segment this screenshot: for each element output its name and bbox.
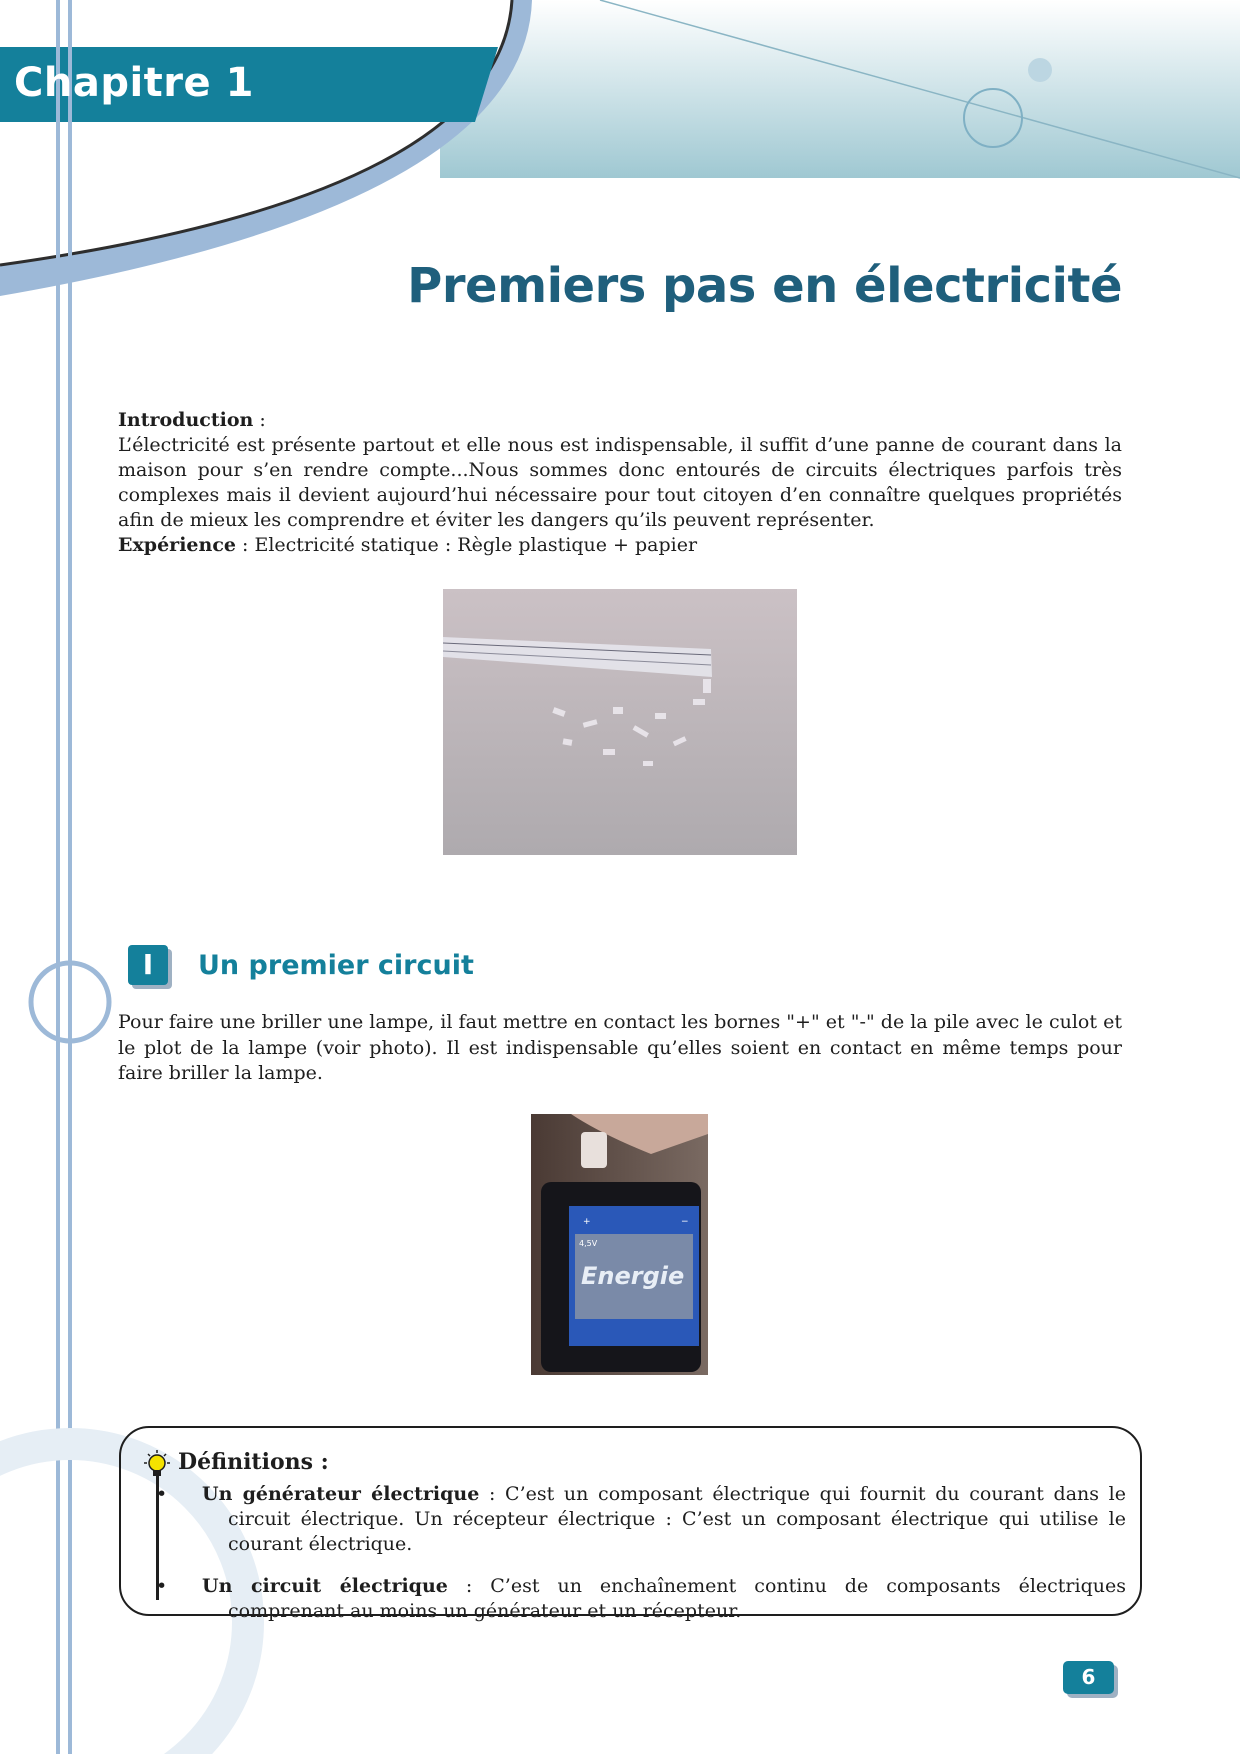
bulb-shape [581,1132,607,1168]
ruler-photo [443,589,797,855]
header-gradient-band [440,0,1240,178]
definition-text: : C’est un enchaînement continu de composants électriques comprenant au moins un générateur et un récepteur. [228,1575,1126,1622]
lightbulb-icon [140,1448,176,1484]
definition-item [202,1482,1126,1557]
experience-label: Expérience [118,534,236,556]
definitions-title: Définitions : [178,1449,329,1475]
chapter-label: Chapitre 1 [14,60,254,106]
experience-line [118,533,1122,558]
definition-item [202,1574,1126,1624]
battery-voltage: 4,5V [579,1239,598,1248]
intro-separator: : [253,409,266,431]
page-number: 6 [1063,1661,1114,1694]
battery-photo [531,1114,708,1375]
intro-paragraph: L’électricité est présente partout et elle nous est indispensable, il suffit d’une panne de courant dans la maison pour s’en rendre compte...Nous sommes donc entourés de circuits électriques parfois très complexes mais il devient aujourd’hui nécessaire pour tout citoyen d’en connaître quelques propriétés afin de mieux les comprendre et éviter les dangers qu’ils peuvent représenter. [118,434,1122,531]
section-paragraph: Pour faire une briller une lampe, il faut mettre en contact les bornes "+" et "-" de la pile avec le culot et le plot de la lampe (voir photo). Il est indispensable qu’elles soient en contact en même temps pour faire briller la lampe. [118,1011,1122,1084]
experience-text: : Electricité statique : Règle plastique + papier [235,534,698,556]
intro-heading [118,408,1122,433]
battery-minus-sign: − [681,1217,689,1227]
intro-block [118,408,1122,558]
section-number-badge: I [128,945,168,985]
page-title: Premiers pas en électricité [407,258,1122,314]
definition-term: Un circuit électrique [202,1575,448,1597]
definition-text: : C’est un composant électrique qui fournit du courant dans le circuit électrique. Un récepteur électrique : C’est un composant électrique qui utilise le courant électrique. [228,1483,1126,1555]
definition-term: Un générateur électrique [202,1483,480,1505]
header-dot [1028,58,1052,82]
section-title: Un premier circuit [198,950,474,981]
definitions-list [202,1482,1126,1641]
battery-brand: Energie [581,1262,685,1290]
battery-plus-sign: + [583,1217,591,1227]
section-paragraph-block [118,1010,1122,1087]
intro-label: Introduction [118,409,254,431]
